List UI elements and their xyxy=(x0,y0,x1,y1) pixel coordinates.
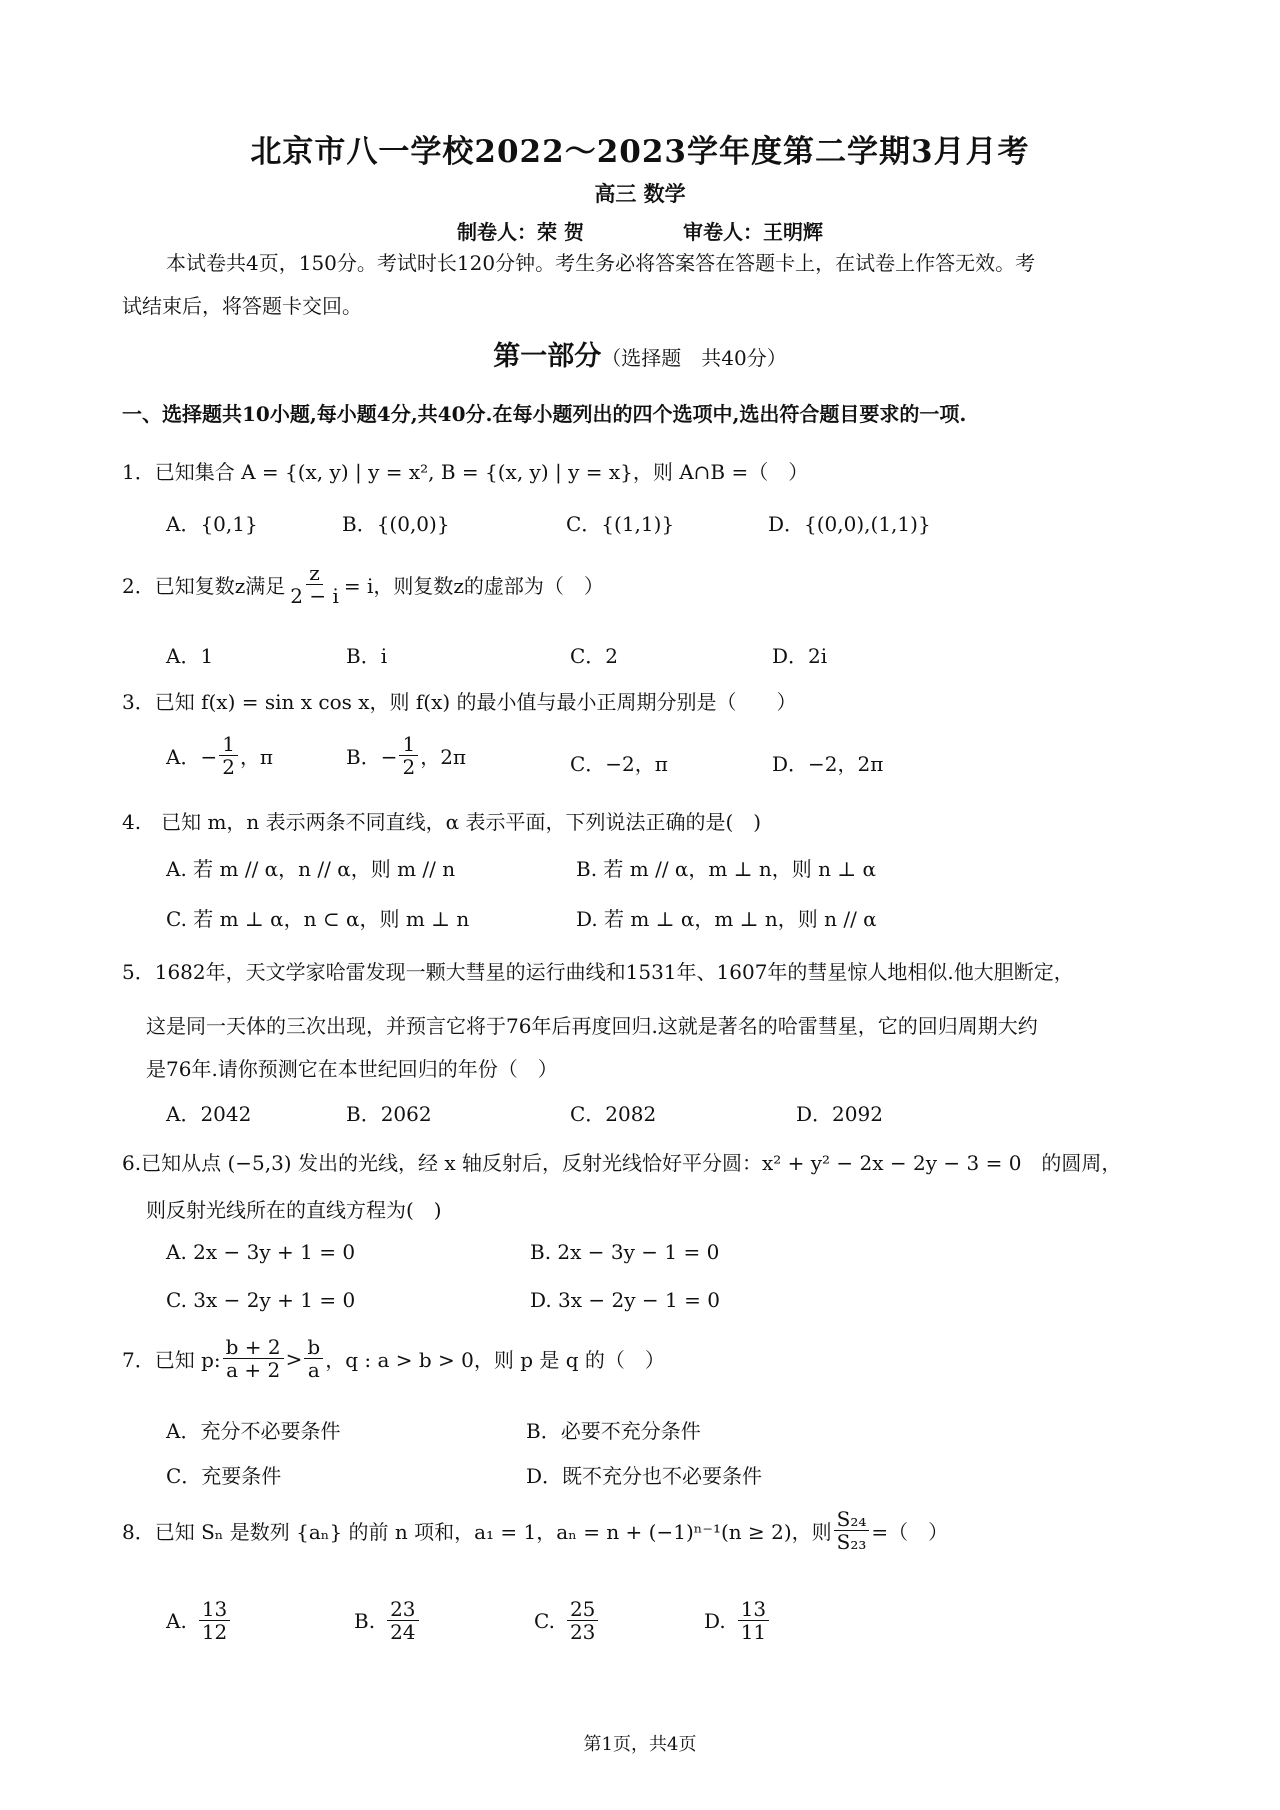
q8-a-fraction xyxy=(199,1598,230,1643)
q4-option-d: D. 若 m ⊥ α，m ⊥ n，则 n // α xyxy=(576,907,877,931)
part-heading xyxy=(0,334,1280,373)
q8-option-c xyxy=(534,1598,600,1643)
page-footer: 第1页，共4页 xyxy=(583,1734,697,1755)
part-note: （选择题 共40分） xyxy=(601,346,787,370)
q3-option-d: D．−2，2π xyxy=(772,752,884,776)
q3-option-c: C．−2，π xyxy=(570,752,668,776)
maker: 制卷人：荣 贺 xyxy=(457,220,584,244)
question-1-stem: 1．已知集合 A = {(x, y) | y = x², B = {(x, y) | y = x}，则 A∩B =（ ） xyxy=(122,460,809,484)
intro-line-1: 本试卷共4页，150分。考试时长120分钟。考生务必将答案答在答题卡上，在试卷上作答无效。考 xyxy=(166,251,1036,275)
q3-a-fraction xyxy=(219,733,238,778)
q8-c-label: C. xyxy=(534,1608,555,1633)
q2-stem-post: = i，则复数z的虚部为（ ） xyxy=(343,574,604,598)
q3-a-num: 1 xyxy=(219,733,238,756)
section-heading: 一、选择题共10小题,每小题4分,共40分.在每小题列出的四个选项中,选出符合题目要求的一项. xyxy=(122,402,967,426)
q8-d-num: 13 xyxy=(738,1598,769,1621)
q3-b-fraction xyxy=(399,733,418,778)
q8-option-a xyxy=(166,1598,232,1643)
question-3-stem: 3．已知 f(x) = sin x cos x，则 f(x) 的最小值与最小正周期分别是（ ） xyxy=(122,690,797,714)
question-6-line-1: 6.已知从点 (−5,3) 发出的光线，经 x 轴反射后，反射光线恰好平分圆：x² + y² − 2x − 2y − 3 = 0 的圆周， xyxy=(122,1151,1122,1175)
q7-f1-num: b + 2 xyxy=(223,1336,284,1359)
q3-a-den: 2 xyxy=(222,755,235,779)
q7-stem-pre: 7．已知 p: xyxy=(122,1348,221,1372)
page-title: 北京市八一学校2022～2023学年度第二学期3月月考 xyxy=(250,134,1030,170)
q8-d-den: 11 xyxy=(740,1620,767,1644)
question-5-line-3: 是76年.请你预测它在本世纪回归的年份（ ） xyxy=(146,1057,558,1081)
q1-option-c: C．{(1,1)} xyxy=(566,512,675,536)
q4-option-b: B. 若 m // α，m ⊥ n，则 n ⊥ α xyxy=(576,857,877,881)
q8-b-num: 23 xyxy=(387,1598,418,1621)
q7-option-c: C．充要条件 xyxy=(166,1464,282,1488)
part-title: 第一部分 xyxy=(493,341,602,372)
q2-stem-pre: 2．已知复数z满足 xyxy=(122,574,286,598)
q2-frac-den: 2 − i xyxy=(290,584,339,608)
q2-option-d: D．2i xyxy=(772,644,828,668)
q7-fraction-1 xyxy=(223,1336,284,1381)
q3-a-pre: A．− xyxy=(166,745,218,769)
q6-option-b: B. 2x − 3y − 1 = 0 xyxy=(530,1240,720,1264)
q8-b-fraction xyxy=(387,1598,418,1643)
q8-fraction xyxy=(834,1508,870,1553)
question-7-stem xyxy=(122,1336,665,1381)
q3-option-b xyxy=(346,733,466,778)
q6-option-d: D. 3x − 2y − 1 = 0 xyxy=(530,1288,720,1312)
q2-option-b: B．i xyxy=(346,644,388,668)
q1-option-d: D．{(0,0),(1,1)} xyxy=(768,512,931,536)
page-subtitle: 高三 数学 xyxy=(594,181,686,206)
q8-b-label: B. xyxy=(354,1608,376,1633)
question-5-line-1: 5．1682年，天文学家哈雷发现一颗大彗星的运行曲线和1531年、1607年的彗星惊人地相似.他大胆断定， xyxy=(122,960,1074,984)
q8-b-den: 24 xyxy=(390,1620,416,1644)
q6-option-a: A. 2x − 3y + 1 = 0 xyxy=(166,1240,356,1264)
q4-option-a: A. 若 m // α，n // α，则 m // n xyxy=(166,857,456,881)
q2-option-c: C．2 xyxy=(570,644,619,668)
q3-b-post: ，2π xyxy=(420,745,467,769)
q3-b-pre: B．− xyxy=(346,745,398,769)
q8-stem-pre: 8．已知 Sₙ 是数列 {aₙ} 的前 n 项和，a₁ = 1，aₙ = n + (−1)ⁿ⁻¹(n ≥ 2)，则 xyxy=(122,1520,832,1544)
q8-frac-den: S₂₃ xyxy=(836,1530,867,1554)
q8-a-label: A. xyxy=(166,1608,187,1633)
q7-option-d: D．既不充分也不必要条件 xyxy=(526,1464,763,1488)
q7-gt: > xyxy=(285,1346,303,1371)
q8-option-b xyxy=(354,1598,421,1643)
q5-option-d: D．2092 xyxy=(796,1102,883,1126)
q2-fraction xyxy=(287,562,342,607)
q6-option-c: C. 3x − 2y + 1 = 0 xyxy=(166,1288,356,1312)
question-5-line-2: 这是同一天体的三次出现，并预言它将于76年后再度回归.这就是著名的哈雷彗星，它的回归周期大约 xyxy=(146,1014,1038,1038)
q7-stem-post: ，q : a > b > 0，则 p 是 q 的（ ） xyxy=(325,1348,665,1372)
q8-c-num: 25 xyxy=(567,1598,598,1621)
q7-f2-den: a xyxy=(307,1358,320,1382)
q7-f1-den: a + 2 xyxy=(226,1358,281,1382)
q7-option-b: B．必要不充分条件 xyxy=(526,1419,701,1443)
q3-b-num: 1 xyxy=(399,733,418,756)
q5-option-a: A．2042 xyxy=(166,1102,252,1126)
q8-option-d xyxy=(704,1598,771,1643)
q4-option-c: C. 若 m ⊥ α，n ⊂ α，则 m ⊥ n xyxy=(166,907,470,931)
q8-a-num: 13 xyxy=(199,1598,230,1621)
q3-b-den: 2 xyxy=(402,755,416,779)
intro-line-2: 试结束后，将答题卡交回。 xyxy=(122,294,362,318)
q1-option-a: A．{0,1} xyxy=(166,512,258,536)
q8-c-den: 23 xyxy=(569,1620,596,1644)
reviewer: 审卷人：王明辉 xyxy=(682,220,823,244)
q5-option-b: B．2062 xyxy=(346,1102,432,1126)
makers-line xyxy=(0,216,1280,245)
q5-option-c: C．2082 xyxy=(570,1102,657,1126)
q7-fraction-2 xyxy=(304,1336,323,1381)
question-6-line-2: 则反射光线所在的直线方程为( ) xyxy=(146,1198,442,1222)
q7-option-a: A．充分不必要条件 xyxy=(166,1419,341,1443)
q2-frac-num: z xyxy=(306,562,323,585)
q3-a-post: ，π xyxy=(239,745,274,769)
q8-d-fraction xyxy=(738,1598,769,1643)
q7-f2-num: b xyxy=(304,1336,323,1359)
q8-stem-post: =（ ） xyxy=(871,1520,949,1544)
q8-a-den: 12 xyxy=(201,1620,228,1644)
q8-c-fraction xyxy=(567,1598,598,1643)
q3-option-a xyxy=(166,733,273,778)
question-4-stem: 4. 已知 m，n 表示两条不同直线，α 表示平面，下列说法正确的是( ) xyxy=(122,810,762,834)
question-8-stem xyxy=(122,1508,948,1553)
q8-frac-num: S₂₄ xyxy=(834,1508,870,1531)
q8-d-label: D. xyxy=(704,1608,726,1633)
question-2-stem xyxy=(122,562,604,607)
q2-option-a: A．1 xyxy=(166,644,214,668)
q1-option-b: B．{(0,0)} xyxy=(342,512,450,536)
